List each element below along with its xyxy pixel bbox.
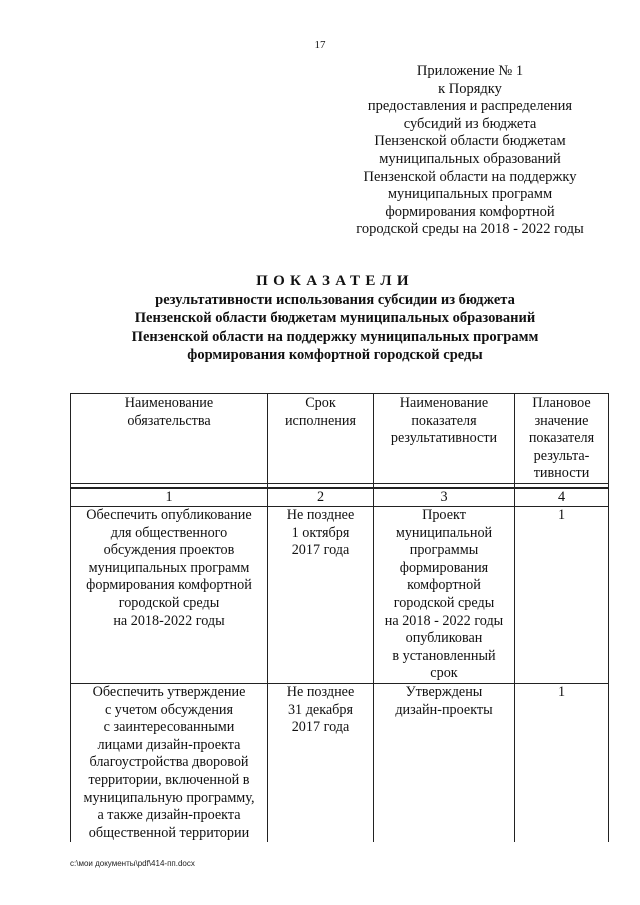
cell-line: с заинтересованными [103, 719, 235, 736]
cell-line: благоустройства дворовой [89, 754, 249, 771]
table-header-row [71, 394, 609, 484]
header-line: Наименование [124, 395, 214, 411]
cell-line: муниципальную программу, [83, 789, 255, 806]
cell-line: обсуждения проектов [103, 542, 235, 559]
header-indicator [374, 394, 515, 484]
cell-line: опубликован [405, 630, 483, 647]
cell-line: Обеспечить утверждение [92, 683, 246, 700]
appendix-line: городской среды на 2018 - 2022 годы [356, 221, 584, 238]
appendix-line: Пензенской области бюджетам [374, 133, 566, 150]
header-line: тивности [533, 465, 590, 482]
planned-value-cell: 1 [515, 683, 609, 842]
cell-line: лицами дизайн-проекта [97, 736, 241, 753]
cell-line: программы [409, 542, 479, 559]
cell-line: городской среды [393, 594, 495, 611]
cell-line: 2017 года [291, 542, 350, 559]
cell-line: Обеспечить опубликование [86, 507, 252, 523]
obligation-cell [71, 507, 268, 684]
title-subheading [0, 291, 640, 365]
cell-line: Утверждены [405, 683, 483, 700]
appendix-line: муниципальных образований [379, 150, 561, 167]
title-line: результативности использования субсидии из бюджета [155, 292, 515, 308]
appendix-line: формирования комфортной [385, 203, 555, 220]
deadline-cell [268, 507, 374, 684]
cell-line: с учетом обсуждения [104, 701, 234, 718]
appendix-line: муниципальных программ [387, 186, 553, 203]
cell-line: городской среды [118, 594, 220, 611]
planned-value-cell: 1 [515, 507, 609, 684]
title-line: Пензенской области бюджетам муниципальных образований [134, 310, 536, 327]
footer-file-path: c:\мои документы\pdf\414-пп.docx [70, 859, 195, 868]
appendix-line: предоставления и распределения [367, 98, 573, 115]
header-line: результа- [533, 447, 590, 464]
header-line: показателя [528, 430, 595, 447]
table-row [71, 683, 609, 842]
header-line: Плановое [532, 395, 591, 411]
title-line: Пензенской области на поддержку муниципальных программ [131, 328, 539, 345]
column-number: 1 [71, 488, 268, 507]
cell-line: на 2018 - 2022 годы [384, 612, 504, 629]
appendix-line: субсидий из бюджета [403, 115, 537, 132]
cell-line: комфортной [407, 577, 481, 594]
cell-line: в установленный [392, 647, 496, 664]
header-line: обязательства [127, 412, 211, 429]
page-number: 17 [314, 39, 326, 51]
header-line: значение [534, 412, 589, 429]
appendix-line: Пензенской области на поддержку [363, 168, 577, 185]
header-line: показателя [411, 412, 477, 429]
document-title [0, 272, 640, 365]
column-number: 3 [374, 488, 515, 507]
header-deadline [268, 394, 374, 484]
appendix-line: к Порядку [438, 80, 502, 97]
cell-line: срок [430, 665, 458, 682]
cell-line: формирования комфортной [86, 577, 252, 594]
cell-line: территории, включенной в [88, 771, 250, 788]
cell-line: дизайн-проекты [395, 701, 493, 718]
header-line: результативности [390, 430, 498, 447]
cell-line: на 2018-2022 годы [113, 612, 225, 629]
cell-line: а также дизайн-проекта [97, 807, 241, 824]
cell-line: для общественного [110, 524, 228, 541]
header-line: исполнения [284, 412, 357, 429]
appendix-line: Приложение № 1 [416, 63, 524, 79]
cell-line: 1 октября [291, 524, 350, 541]
column-number: 4 [515, 488, 609, 507]
title-heading: ПОКАЗАТЕЛИ [256, 273, 414, 289]
cell-line: 31 декабря [287, 701, 354, 718]
title-line: формирования комфортной городской среды [187, 347, 483, 364]
deadline-cell [268, 683, 374, 842]
cell-line: Не позднее [286, 507, 355, 523]
indicator-cell [374, 683, 515, 842]
cell-line: муниципальных программ [88, 559, 250, 576]
column-number: 2 [268, 488, 374, 507]
cell-line: муниципальной [395, 524, 493, 541]
indicators-table [70, 393, 609, 842]
cell-line: Проект [422, 507, 466, 523]
header-line: Срок [305, 395, 336, 411]
header-planned-value [515, 394, 609, 484]
column-number-row [71, 488, 609, 507]
indicator-cell [374, 507, 515, 684]
obligation-cell [71, 683, 268, 842]
table-row [71, 507, 609, 684]
header-obligation [71, 394, 268, 484]
cell-line: формирования [399, 559, 489, 576]
appendix-caption [340, 63, 600, 239]
cell-line: Не позднее [286, 683, 355, 700]
cell-line: общественной территории [88, 824, 250, 841]
header-line: Наименование [399, 395, 489, 411]
cell-line: 2017 года [291, 719, 350, 736]
